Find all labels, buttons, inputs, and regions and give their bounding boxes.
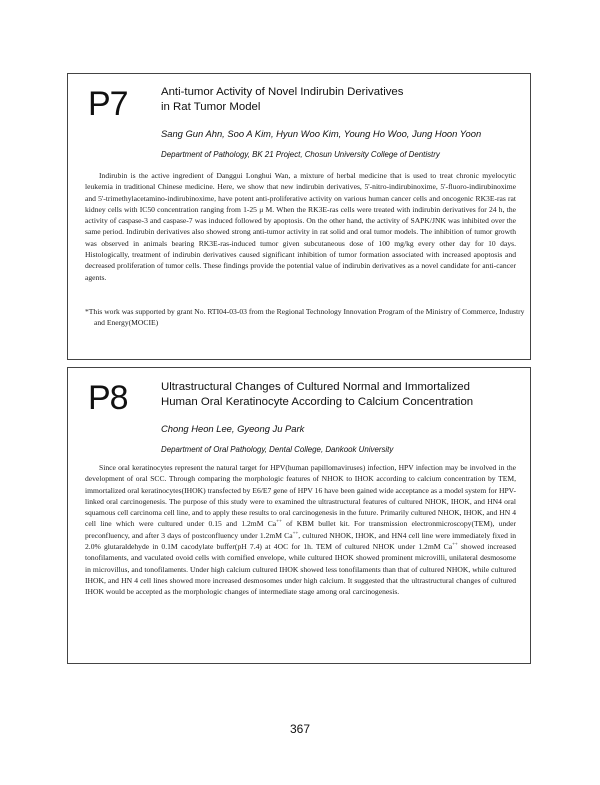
abstract-code: P7 (88, 85, 128, 123)
abstract-text (85, 462, 516, 598)
department: Department of Pathology, BK 21 Project, Chosun University College of Dentistry (161, 150, 440, 159)
title-line-1: Anti-tumor Activity of Novel Indirubin Derivatives (161, 86, 404, 98)
title-line-2: Human Oral Keratinocyte According to Calcium Concentration (161, 396, 474, 408)
page-number: 367 (289, 722, 311, 736)
authors: Chong Heon Lee, Gyeong Ju Park (161, 423, 305, 434)
funding-footnote: *This work was supported by grant No. RTI04-03-03 from the Regional Technology Innovation Program of the Ministry of Commerce, Industry and Energy(MOCIE) (85, 307, 525, 327)
abstract-code: P8 (88, 379, 128, 417)
abstract-body-part-1: Since oral keratinocytes represent the natural target for HPV(human papillomaviruses) infection, HPV infection may be involved in the development of oral SCC. Through comparing the morphologic features of NHOK to IHOK according to calcium concentration by TEM, immortalized oral keratinocytes(IHOK) transfected by E6/E7 gene of HPV 16 have been gained wide acceptance as a model system for HPV-linked oral carcinogenesis. The purpose of this study were to examined the ultrastructural features of cultured NHOK, IHOK, and HN4 oral squamous cell carcinoma cell line, and to apply these results to oral carcinogenesis in the future. Primarily cultured NHOK, IHOK, and HN 4 cell line which were cultured under 0.15 and 1.2mM Ca (85, 463, 516, 529)
title-line-2: in Rat Tumor Model (161, 101, 261, 113)
abstract-body-part-2: of KBM bullet kit. For transmission electronmicroscopy(TEM), under preconfluency, and after 3 days of postconfluency under 1.2mM Ca (85, 519, 516, 540)
abstract-text (85, 170, 516, 283)
superscript: ++ (276, 519, 282, 525)
abstract-title (161, 380, 516, 410)
superscript: ++ (452, 542, 458, 548)
abstract-body-part-3: , cultured NHOK, IHOK, and HN4 cell line were immediately fixed in 2.0% glutaraldehyde in 0.1M cacodylate buffer(pH 7.4) at 4OC for 1h. TEM of cultured NHOK under 1.2mM Ca (85, 530, 517, 552)
department: Department of Oral Pathology, Dental College, Dankook University (161, 445, 394, 454)
title-line-1: Ultrastructural Changes of Cultured Normal and Immortalized (161, 381, 470, 393)
abstract-box-p8 (67, 367, 531, 664)
abstract-box-p7 (67, 73, 531, 360)
abstract-body-part-4: showed increased tonofilaments, and vaculated ovoid cells with cornified envelope, while cultured IHOK showed prominent microvilli, unilateral desmosome in microvillus, and tonofilaments. Under high calcium cultured IHOK showed less tonofilaments than that of cultured NHOK, while cultured IHOK, and HN 4 cell lines showed more increased desmosomes under high calcium. It suggested that the ultrastructural changes of cultured IHOK would be accepted as the morphologic changes of intermediate stage among oral carcinogenesis. (85, 542, 516, 597)
authors: Sang Gun Ahn, Soo A Kim, Hyun Woo Kim, Young Ho Woo, Jung Hoon Yoon (161, 128, 482, 139)
abstract-title (161, 85, 516, 115)
superscript: ++ (292, 531, 299, 537)
abstract-body: Indirubin is the active ingredient of Danggui Longhui Wan, a mixture of herbal medicine that is used to treat chronic myelocytic leukemia in traditional Chinese medicine. Here, we show that new indirubin derivatives, 5'-nitro-indirubinoxime, 5'-fluoro-indirubinoxime and 5'-trimethylacetamino-indirubinoxime, have potent anti-proliferative activity on various human cancer cells and oncogenic RK3E-ras rat kidney cells with IC50 concentration ranging from 1-25 μ M. When the RK3E-ras cells were treated with indirubin derivatives for 24 h, the activity of caspase-3 and caspase-7 was induced followed by apoptosis. On the other hand, the activity of SAPK/JNK was inhibited over the same period. Indirubin derivatives also showed strong anti-tumor activity in rat solid and oral tumor models. The inhibition of tumor growth was observed in animals bearing RK3E-ras-induced tumor given subcutaneous dose of 100 mg/kg every other day for 10 days. Histologically, treatment of indirubin derivatives caused significant inhibition of tumor formation associated with increased apoptosis and decreased proliferation of tumor cells. These findings provide the potential value of indirubin derivatives as a novel candidate for anti-cancer agents. (85, 171, 516, 282)
